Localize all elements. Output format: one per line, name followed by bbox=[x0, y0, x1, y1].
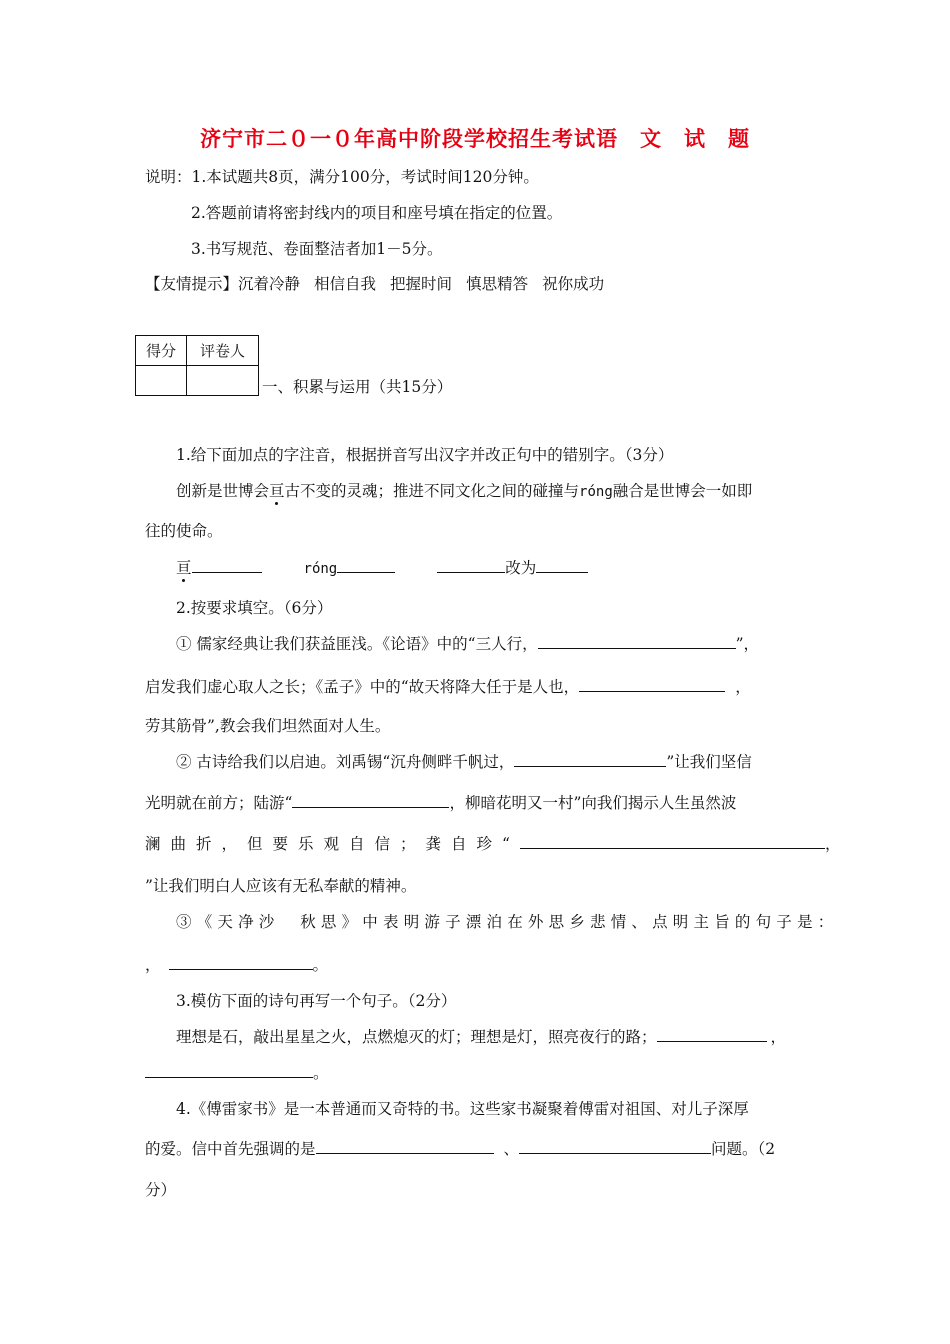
pinyin-answer-label: róng bbox=[303, 561, 338, 577]
dotted-char-answer: 亘 bbox=[176, 559, 192, 577]
instruction-1: 说明：1.本试题共8页，满分100分，考试时间120分钟。 bbox=[145, 168, 539, 186]
tip-item: 相信自我 bbox=[314, 275, 377, 293]
q1-answer-line bbox=[176, 556, 588, 578]
friendly-tips bbox=[145, 272, 604, 294]
score-table bbox=[135, 335, 259, 396]
tips-label: 【友情提示】 bbox=[145, 275, 239, 293]
answer-blank[interactable] bbox=[316, 1137, 494, 1154]
answer-blank[interactable] bbox=[337, 556, 395, 573]
answer-blank[interactable] bbox=[292, 791, 449, 808]
q4-line3: 分） bbox=[145, 1181, 177, 1199]
answer-blank[interactable] bbox=[538, 632, 736, 649]
grader-cell[interactable] bbox=[187, 366, 259, 396]
grader-header: 评卷人 bbox=[187, 336, 259, 366]
dotted-char: 亘 bbox=[269, 482, 285, 500]
q3-line1: 理想是石，敲出星星之火，点燃熄灭的灯；理想是灯，照亮夜行的路； ， bbox=[176, 1025, 786, 1047]
q2-p2-line2: 光明就在前方；陆游“ ，柳暗花明又一村”向我们揭示人生虽然波 bbox=[145, 791, 736, 813]
exam-title: 济宁市二０一０年高中阶段学校招生考试语 文 试 题 bbox=[200, 126, 750, 151]
tip-item: 慎思精答 bbox=[466, 275, 529, 293]
answer-blank[interactable] bbox=[579, 675, 725, 692]
answer-blank[interactable] bbox=[657, 1025, 767, 1042]
q2-p2-line3: 澜曲折，但要乐观自信；龚自珍“ ， bbox=[145, 832, 840, 854]
q2-p1-line1: ① 儒家经典让我们获益匪浅。《论语》中的“三人行， ”， bbox=[176, 632, 759, 654]
answer-blank[interactable] bbox=[169, 953, 313, 970]
answer-blank[interactable] bbox=[192, 556, 262, 573]
q4-line2: 的爱。信中首先强调的是 、 问题。（2 bbox=[145, 1137, 775, 1159]
answer-blank[interactable] bbox=[519, 1137, 711, 1154]
tip-item: 把握时间 bbox=[390, 275, 453, 293]
score-cell[interactable] bbox=[136, 366, 187, 396]
q2-p3-line1: ③《天净沙 秋思》中表明游子漂泊在外思乡悲情、点明主旨的句子是： bbox=[176, 913, 839, 931]
instruction-3: 3.书写规范、卷面整洁者加1－5分。 bbox=[191, 240, 443, 258]
answer-blank[interactable] bbox=[514, 750, 666, 767]
q2-p2-line4: ”让我们明白人应该有无私奉献的精神。 bbox=[145, 877, 417, 895]
q1-sentence-line2: 往的使命。 bbox=[145, 522, 223, 540]
q1-prompt: 1.给下面加点的字注音，根据拼音写出汉字并改正句中的错别字。（3分） bbox=[176, 446, 674, 464]
instruction-2: 2.答题前请将密封线内的项目和座号填在指定的位置。 bbox=[191, 204, 563, 222]
q2-prompt: 2.按要求填空。（6分） bbox=[176, 599, 333, 617]
tip-item: 祝你成功 bbox=[542, 275, 605, 293]
q1-sentence-line1: 创新是世博会亘古不变的灵魂；推进不同文化之间的碰撞与róng融合是世博会一如即 bbox=[176, 482, 753, 500]
pinyin-text: róng bbox=[579, 484, 613, 500]
q2-p1-line3: 劳其筋骨”,教会我们坦然面对人生。 bbox=[145, 717, 391, 735]
section-heading: 一、积累与运用（共15分） bbox=[262, 378, 453, 396]
q4-line1: 4.《傅雷家书》是一本普通而又奇特的书。这些家书凝聚着傅雷对祖国、对儿子深厚 bbox=[176, 1100, 749, 1118]
q2-p1-line2: 启发我们虚心取人之长；《孟子》中的“故天将降大任于是人也， ， bbox=[145, 675, 751, 697]
q3-line2: 。 bbox=[145, 1061, 329, 1083]
answer-blank[interactable] bbox=[520, 832, 825, 849]
change-label: 改为 bbox=[505, 559, 537, 577]
score-header: 得分 bbox=[136, 336, 187, 366]
tip-item: 沉着冷静 bbox=[238, 275, 301, 293]
answer-blank[interactable] bbox=[437, 556, 505, 573]
answer-blank[interactable] bbox=[536, 556, 588, 573]
q2-p2-line1: ② 古诗给我们以启迪。刘禹锡“沉舟侧畔千帆过， ”让我们坚信 bbox=[176, 750, 752, 772]
q3-prompt: 3.模仿下面的诗句再写一个句子。（2分） bbox=[176, 992, 457, 1010]
q2-p3-line2: ， 。 bbox=[145, 953, 328, 975]
answer-blank[interactable] bbox=[145, 1061, 313, 1078]
